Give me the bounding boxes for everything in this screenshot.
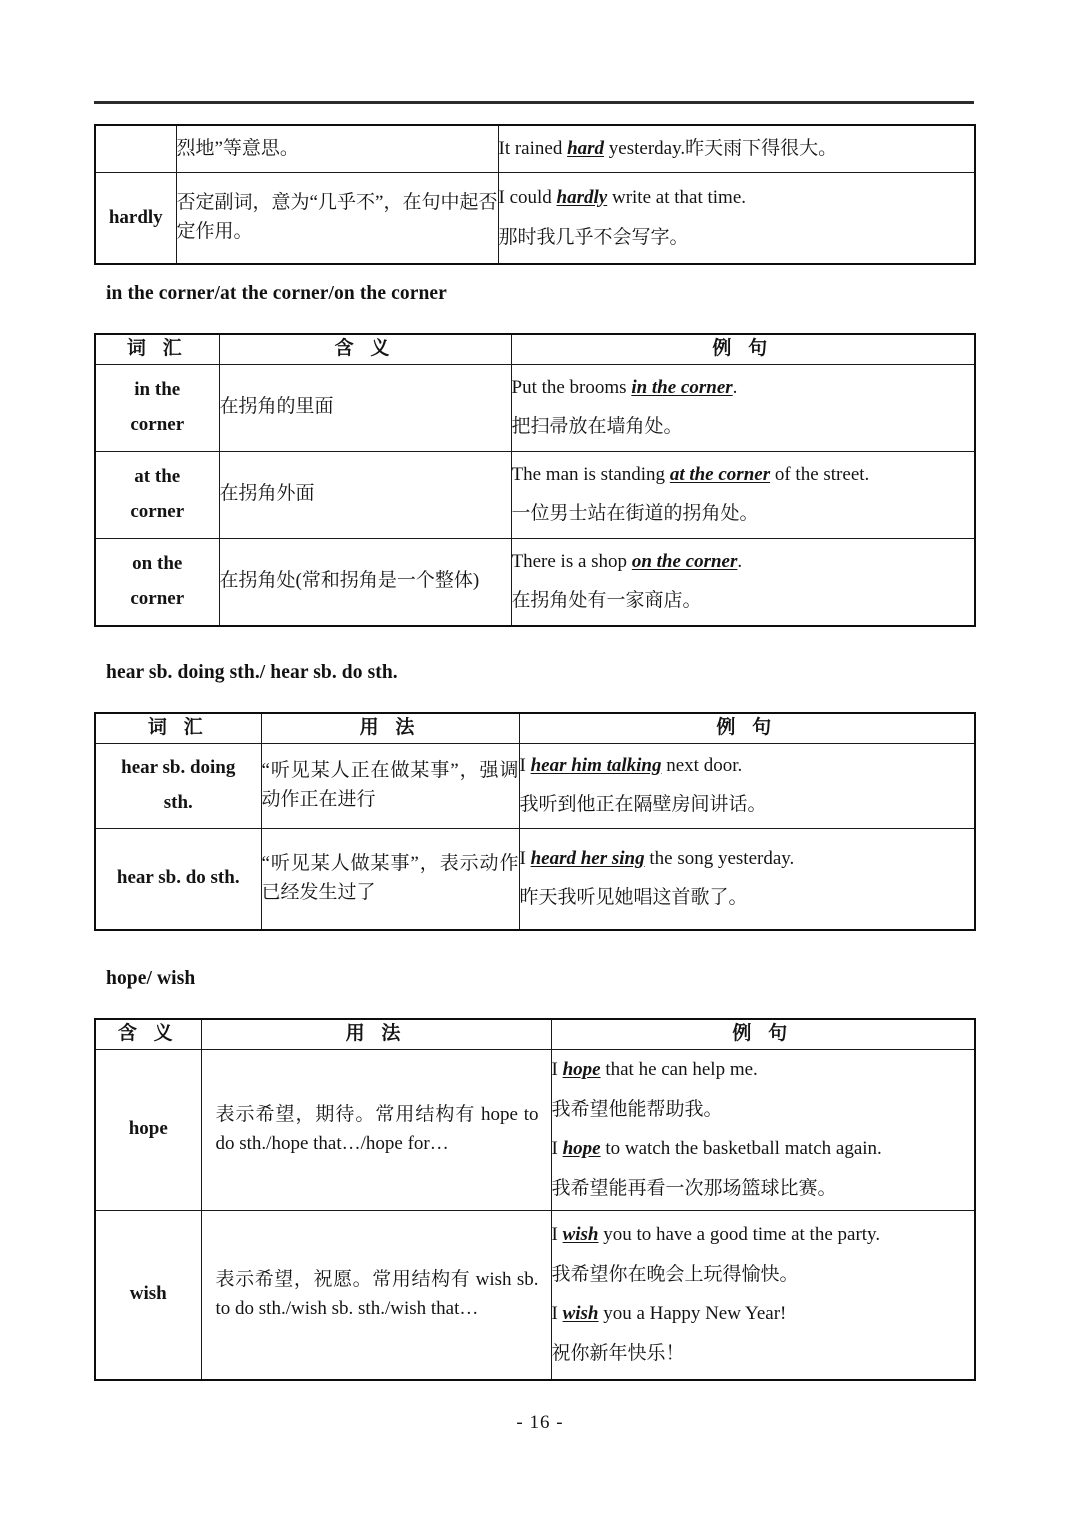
table-row xyxy=(95,1049,975,1210)
example-post: . xyxy=(737,550,743,572)
table-row xyxy=(95,125,975,173)
term-label: hardly xyxy=(108,206,163,228)
example-pre: There is a shop xyxy=(511,550,632,572)
example-line-translation: 我希望能再看一次那场篮球比赛。 xyxy=(551,1178,837,1200)
example-line xyxy=(552,1056,975,1085)
usage-text: 表示希望，祝愿。常用结构有 wish sb. to do sth./wish sb. sth./wish that… xyxy=(215,1269,539,1319)
example-line-translation: 我希望你在晚会上玩得愉快。 xyxy=(551,1263,799,1285)
term-cell xyxy=(95,364,219,451)
example-pre: Put the brooms xyxy=(511,376,632,398)
example-post: you a Happy New Year! xyxy=(598,1303,787,1325)
term-cell xyxy=(95,743,261,828)
heading-hear-sb: hear sb. doing sth./ hear sb. do sth. xyxy=(106,662,398,683)
meaning-cell xyxy=(219,364,511,451)
table-hardly xyxy=(94,124,976,265)
highlight-term: in the corner xyxy=(631,376,733,398)
meaning-text: 在拐角处(常和拐角是一个整体) xyxy=(219,570,480,592)
usage-cell xyxy=(201,1049,551,1210)
highlight-term: on the corner xyxy=(631,550,738,572)
term-cell xyxy=(95,173,176,265)
page-number: - 16 - xyxy=(516,1412,564,1433)
example-line-translation: 昨天我听见她唱这首歌了。 xyxy=(519,887,748,909)
meaning-text: 烈地”等意思。 xyxy=(176,137,299,159)
example-line-translation: 那时我几乎不会写字。 xyxy=(498,226,689,248)
example-cell xyxy=(498,125,975,173)
usage-text: “听见某人做某事”，表示动作已经发生过了 xyxy=(261,853,519,903)
example-post: . xyxy=(732,376,738,398)
example-cell xyxy=(511,364,975,451)
meaning-cell xyxy=(176,173,498,265)
table-row xyxy=(95,364,975,451)
example-line-translation: 我听到他正在隔壁房间讲话。 xyxy=(519,794,767,816)
example-line xyxy=(512,374,975,403)
highlight-term: at the corner xyxy=(669,463,771,485)
example-post: to watch the basketball match again. xyxy=(600,1138,882,1160)
example-line xyxy=(552,1135,975,1164)
table-header-row xyxy=(95,1019,975,1049)
example-post: of the street. xyxy=(770,463,870,485)
term-cell xyxy=(95,125,176,173)
example-pre: I xyxy=(519,847,531,869)
example-line xyxy=(512,548,975,577)
column-header-example: 例 句 xyxy=(519,713,975,743)
meaning-cell xyxy=(219,451,511,538)
example-line-translation: 一位男士站在街道的拐角处。 xyxy=(511,503,759,525)
table-hear xyxy=(94,712,976,931)
example-line xyxy=(499,135,975,164)
term-label-line1: hear sb. do sth. xyxy=(116,867,240,889)
example-line-translation: 把扫帚放在墙角处。 xyxy=(511,416,683,438)
term-label-line1: at the xyxy=(134,466,181,487)
example-post: yesterday.昨天雨下得很大。 xyxy=(604,137,838,159)
example-post: you to have a good time at the party. xyxy=(598,1223,881,1245)
usage-cell xyxy=(261,743,519,828)
example-post: next door. xyxy=(661,754,743,776)
usage-cell xyxy=(201,1210,551,1380)
column-header-usage: 用 法 xyxy=(201,1019,551,1049)
table-row xyxy=(95,538,975,626)
column-header-term: 词 汇 xyxy=(95,713,261,743)
usage-cell xyxy=(261,828,519,930)
term-label-line1: hear sb. doing xyxy=(121,757,236,778)
example-post: that he can help me. xyxy=(600,1058,758,1080)
example-post: write at that time. xyxy=(607,186,746,208)
term-label: hope xyxy=(128,1118,168,1140)
example-line xyxy=(520,845,975,874)
meaning-cell xyxy=(176,125,498,173)
table-hope-wish xyxy=(94,1018,976,1381)
example-line xyxy=(552,1221,975,1250)
table-header-row xyxy=(95,334,975,364)
highlight-term: hope xyxy=(562,1058,601,1080)
example-pre: I xyxy=(551,1303,563,1325)
usage-text: “听见某人正在做某事”，强调动作正在进行 xyxy=(261,760,519,810)
highlight-term: wish xyxy=(562,1303,599,1325)
example-cell xyxy=(519,743,975,828)
usage-text: 表示希望，期待。常用结构有 hope to do sth./hope that…/hope for… xyxy=(215,1104,539,1154)
column-header-meaning: 含 义 xyxy=(219,334,511,364)
example-post: the song yesterday. xyxy=(644,847,795,869)
term-cell xyxy=(95,828,261,930)
example-cell xyxy=(551,1210,975,1380)
highlight-term: hard xyxy=(567,137,605,159)
example-cell xyxy=(498,173,975,265)
column-header-example: 例 句 xyxy=(511,334,975,364)
table-row xyxy=(95,743,975,828)
table-row xyxy=(95,173,975,265)
header-rule xyxy=(94,101,974,104)
term-label-line2: corner xyxy=(130,500,185,522)
example-pre: I xyxy=(551,1223,563,1245)
example-pre: I xyxy=(551,1058,563,1080)
heading-hope-wish: hope/ wish xyxy=(106,968,196,989)
term-label-line2: sth. xyxy=(163,791,193,813)
meaning-text: 在拐角的里面 xyxy=(219,396,334,418)
example-cell xyxy=(511,451,975,538)
example-pre: I xyxy=(519,754,531,776)
column-header-meaning: 含 义 xyxy=(95,1019,201,1049)
table-row xyxy=(95,1210,975,1380)
term-cell xyxy=(95,451,219,538)
meaning-cell xyxy=(219,538,511,626)
table-corner xyxy=(94,333,976,627)
example-cell xyxy=(511,538,975,626)
highlight-term: hear him talking xyxy=(530,754,662,776)
table-row xyxy=(95,828,975,930)
example-cell xyxy=(551,1049,975,1210)
term-cell xyxy=(95,538,219,626)
example-pre: I xyxy=(551,1138,563,1160)
highlight-term: hope xyxy=(562,1138,601,1160)
example-pre: The man is standing xyxy=(511,463,670,485)
term-label-line2: corner xyxy=(130,413,185,435)
example-pre: I could xyxy=(498,186,557,208)
highlight-term: hardly xyxy=(556,186,608,208)
example-line xyxy=(552,1300,975,1329)
term-cell xyxy=(95,1210,201,1380)
term-label-line1: on the xyxy=(132,553,183,574)
term-cell xyxy=(95,1049,201,1210)
example-pre: It rained xyxy=(498,137,568,159)
table-header-row xyxy=(95,713,975,743)
term-label: wish xyxy=(129,1283,167,1305)
example-line xyxy=(499,184,975,213)
highlight-term: wish xyxy=(562,1223,599,1245)
column-header-example: 例 句 xyxy=(551,1019,975,1049)
meaning-text: 否定副词，意为“几乎不”，在句中起否定作用。 xyxy=(176,192,498,242)
meaning-text: 在拐角外面 xyxy=(219,483,315,505)
term-label-line2: corner xyxy=(130,587,185,609)
example-line-translation: 我希望他能帮助我。 xyxy=(551,1098,723,1120)
example-line-translation: 祝你新年快乐！ xyxy=(551,1343,685,1365)
example-line-translation: 在拐角处有一家商店。 xyxy=(511,590,702,612)
heading-in-the-corner: in the corner/at the corner/on the corner xyxy=(106,283,447,304)
example-line xyxy=(512,461,975,490)
example-line xyxy=(520,752,975,781)
example-cell xyxy=(519,828,975,930)
table-row xyxy=(95,451,975,538)
highlight-term: heard her sing xyxy=(530,847,645,869)
term-label-line1: in the xyxy=(134,379,181,400)
column-header-usage: 用 法 xyxy=(261,713,519,743)
column-header-term: 词 汇 xyxy=(95,334,219,364)
